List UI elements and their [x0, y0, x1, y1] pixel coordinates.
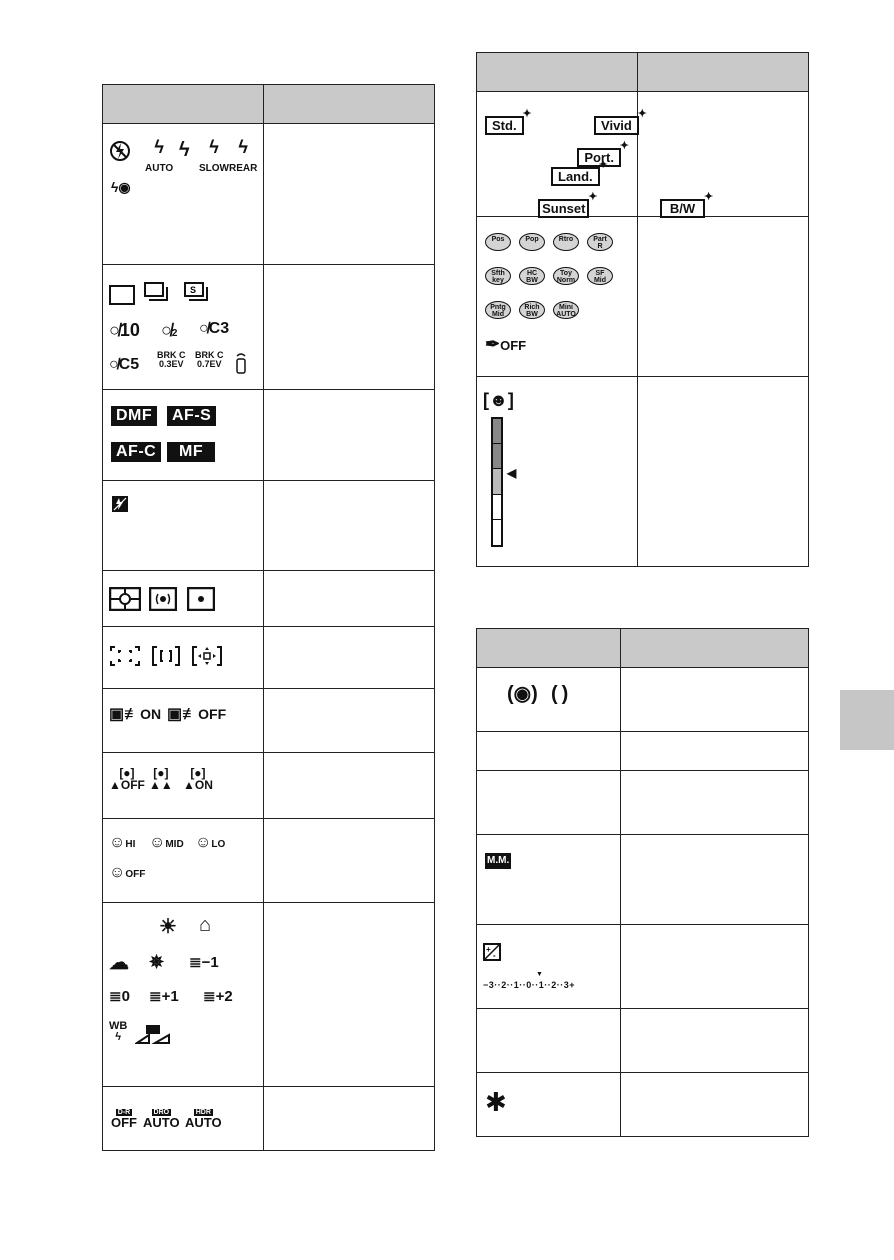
table-row [477, 377, 809, 567]
creative-style-vivid: Vivid ✦ [594, 116, 639, 135]
face-detection-on-icon: [●] ▲ON [183, 766, 213, 792]
custom-wb-icon [135, 1023, 171, 1045]
self-timer-icon: ○̸C5 [109, 356, 140, 373]
table-row [477, 835, 809, 925]
dmf-icon: DMF [111, 406, 157, 426]
exposure-comp-icon [483, 943, 501, 961]
fluorescent-icon: ≣+2 [203, 988, 233, 1005]
flash-wb-icon: WB ϟ [109, 1020, 128, 1043]
remote-icon [235, 351, 247, 375]
table-row [103, 265, 435, 390]
incandescent-icon: ✵ [149, 952, 165, 972]
fluorescent-icon: ≣+1 [149, 988, 179, 1005]
fluorescent-icon: ≣0 [109, 988, 130, 1005]
self-timer-icon: ○̸C3 [199, 320, 230, 337]
center-area-icon [151, 645, 181, 667]
creative-style-portrait: Port. ✦ [577, 148, 621, 167]
left-indicator-table [102, 84, 435, 1151]
table-row [477, 732, 809, 771]
flash-rear-icon: ϟ REAR [229, 137, 258, 174]
ev-scale: −3··2··1··0··1··2··3+ [483, 980, 576, 990]
af-illuminator-off-icon: ▣≢OFF [167, 706, 227, 723]
svg-text:+: + [486, 945, 491, 954]
table-row [103, 753, 435, 819]
mf-icon: MF [167, 442, 215, 462]
picture-effect-icon: Toy Norm [553, 267, 579, 285]
table-row [103, 627, 435, 689]
section-side-tab [840, 690, 894, 750]
spot-metering-icon [187, 587, 215, 611]
picture-effect-icon: Mini AUTO [553, 301, 579, 319]
creative-style-standard: Std. ✦ [485, 116, 524, 135]
self-timer-icon: ○̸10 [109, 320, 140, 340]
steadyshot-on-icon: (◉) [507, 683, 538, 705]
table-row [103, 481, 435, 571]
picture-effect-icon: Pos [485, 233, 511, 251]
red-eye-icon: ϟ◉ [111, 179, 131, 195]
flash-off-icon [109, 140, 131, 162]
wide-area-icon [109, 645, 141, 667]
picture-effect-icon: Sfth key [485, 267, 511, 285]
sensitivity-pointer-icon: ◀ [507, 466, 517, 480]
table-row [477, 1073, 809, 1137]
face-detection-off-icon: [●] ▲OFF [109, 766, 145, 792]
shade-icon: ⌂ [199, 914, 212, 936]
svg-text:S: S [190, 285, 197, 295]
smile-sensitivity-bar [491, 417, 503, 547]
af-s-icon: AF-S [167, 406, 216, 426]
creative-style-bw: B/W ✦ [660, 199, 705, 218]
flash-compensation-icon [111, 495, 129, 513]
picture-effect-icon: Pntg Mid [485, 301, 511, 319]
bracket-icon: BRK C 0.3EV [157, 350, 186, 369]
hdr-auto-icon: HDR AUTO [185, 1109, 222, 1130]
smile-shutter-icon: ☺HI [109, 834, 136, 851]
table-row [103, 390, 435, 481]
cloudy-icon: ☁ [109, 952, 129, 974]
table-row [103, 903, 435, 1087]
creative-style-sunset: Sunset ✦ [538, 199, 589, 218]
af-c-icon: AF-C [111, 442, 161, 462]
picture-effect-off-icon: ✒OFF [485, 334, 527, 354]
table-row [477, 1009, 809, 1073]
multi-metering-icon [109, 587, 141, 611]
metered-manual-icon: M.M. [485, 853, 511, 869]
svg-text:-: - [493, 951, 496, 960]
continuous-icon [143, 281, 171, 303]
single-shot-icon [109, 285, 135, 305]
ae-lock-icon: ✱ [485, 1087, 507, 1117]
daylight-icon: ☀ [159, 916, 177, 938]
picture-effect-icon: Rtro [553, 233, 579, 251]
table-row [477, 92, 809, 217]
right-indicator-table-1 [476, 52, 809, 567]
creative-style-landscape: Land. ✦ [551, 167, 600, 186]
bracket-icon: BRK C 0.7EV [195, 350, 224, 369]
table-header [477, 53, 809, 92]
af-illuminator-on-icon: ▣≢ON [109, 706, 162, 723]
picture-effect-icon: Part R [587, 233, 613, 251]
table-row [477, 668, 809, 732]
table-row [103, 819, 435, 903]
table-row [477, 925, 809, 1009]
table-row [477, 771, 809, 835]
face-detection-reg-icon: [●] ▲▲ [149, 766, 173, 792]
table-row [103, 1087, 435, 1151]
smile-detection-icon: [☻] [483, 390, 514, 410]
picture-effect-icon: SF Mid [587, 267, 613, 285]
flash-slow-icon: ϟ SLOW [199, 137, 229, 174]
flexible-spot-icon [191, 645, 223, 667]
steadyshot-off-icon: ( ) [551, 683, 569, 705]
table-header [103, 85, 435, 124]
table-row [103, 124, 435, 265]
picture-effect-icon: Pop [519, 233, 545, 251]
fluorescent-icon: ≣−1 [189, 954, 219, 971]
smile-shutter-icon: ☺LO [195, 834, 226, 851]
ev-pointer-icon: ▼ [536, 971, 543, 978]
smile-shutter-icon: ☺OFF [109, 864, 146, 881]
speed-priority-icon [183, 281, 211, 303]
picture-effect-icon: Rich BW [519, 301, 545, 319]
center-metering-icon [149, 587, 177, 611]
smile-shutter-icon: ☺MID [149, 834, 184, 851]
table-row [103, 571, 435, 627]
picture-effect-icon: HC BW [519, 267, 545, 285]
dr-off-icon: D-R OFF [111, 1109, 137, 1130]
table-header [477, 629, 809, 668]
self-timer-icon: ○̸2 [161, 320, 178, 340]
flash-on-icon: ϟ [179, 139, 190, 161]
table-row [103, 689, 435, 753]
flash-auto-icon: ϟ AUTO [145, 137, 174, 174]
right-indicator-table-2 [476, 628, 809, 1137]
dro-auto-icon: DRO AUTO [143, 1109, 180, 1130]
table-row [477, 217, 809, 377]
